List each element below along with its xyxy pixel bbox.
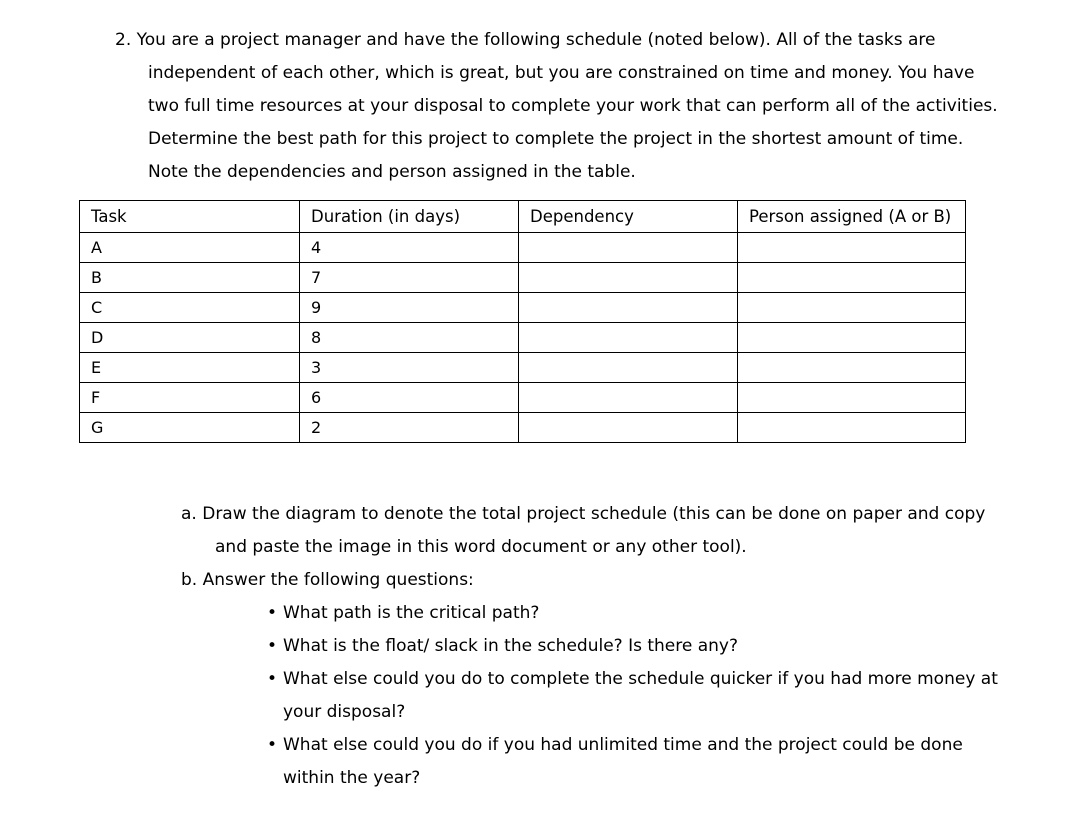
header-dependency: Dependency xyxy=(519,201,738,233)
bullet-icon: • xyxy=(267,735,278,755)
cell-task: D xyxy=(80,323,300,353)
table-row xyxy=(80,353,966,383)
cell-dependency[interactable] xyxy=(519,233,738,263)
list-item xyxy=(181,729,1041,762)
table-row xyxy=(80,293,966,323)
cell-dependency[interactable] xyxy=(519,293,738,323)
bullet-text-continued: your disposal? xyxy=(283,702,406,722)
cell-person[interactable] xyxy=(738,353,966,383)
part-b-text: b. Answer the following questions: xyxy=(181,570,474,590)
question-line: Note the dependencies and person assigned in the table. xyxy=(148,162,636,182)
list-item xyxy=(181,663,1041,696)
table-row xyxy=(80,413,966,443)
cell-person[interactable] xyxy=(738,383,966,413)
cell-task: G xyxy=(80,413,300,443)
question-bullet-list xyxy=(181,597,1041,795)
header-person: Person assigned (A or B) xyxy=(738,201,966,233)
list-item xyxy=(181,597,1041,630)
cell-task: B xyxy=(80,263,300,293)
cell-task: A xyxy=(80,233,300,263)
cell-dependency[interactable] xyxy=(519,263,738,293)
cell-task: C xyxy=(80,293,300,323)
cell-duration: 4 xyxy=(300,233,519,263)
bullet-icon: • xyxy=(267,636,278,656)
question-line: two full time resources at your disposal to complete your work that can perform all of the activities. xyxy=(148,96,998,116)
cell-person[interactable] xyxy=(738,263,966,293)
schedule-table xyxy=(79,200,966,443)
header-task: Task xyxy=(80,201,300,233)
cell-dependency[interactable] xyxy=(519,323,738,353)
cell-duration: 6 xyxy=(300,383,519,413)
cell-duration: 3 xyxy=(300,353,519,383)
header-duration: Duration (in days) xyxy=(300,201,519,233)
part-a-text: a. Draw the diagram to denote the total project schedule (this can be done on paper and copy xyxy=(181,504,986,524)
cell-person[interactable] xyxy=(738,323,966,353)
cell-duration: 9 xyxy=(300,293,519,323)
cell-duration: 2 xyxy=(300,413,519,443)
bullet-text: What else could you do to complete the schedule quicker if you had more money at xyxy=(283,669,998,689)
cell-dependency[interactable] xyxy=(519,383,738,413)
cell-person[interactable] xyxy=(738,293,966,323)
question-intro xyxy=(115,24,998,189)
question-line: independent of each other, which is great, but you are constrained on time and money. You have xyxy=(148,63,975,83)
cell-dependency[interactable] xyxy=(519,413,738,443)
bullet-text-continued: within the year? xyxy=(283,768,421,788)
cell-task: F xyxy=(80,383,300,413)
table-row xyxy=(80,263,966,293)
cell-task: E xyxy=(80,353,300,383)
cell-dependency[interactable] xyxy=(519,353,738,383)
part-a-text: and paste the image in this word document or any other tool). xyxy=(215,537,747,557)
question-line: 2. You are a project manager and have the following schedule (noted below). All of the tasks are xyxy=(115,30,936,50)
bullet-text: What path is the critical path? xyxy=(283,603,540,623)
table-header-row xyxy=(80,201,966,233)
cell-duration: 7 xyxy=(300,263,519,293)
bullet-icon: • xyxy=(267,669,278,689)
cell-person[interactable] xyxy=(738,233,966,263)
cell-duration: 8 xyxy=(300,323,519,353)
bullet-text: What else could you do if you had unlimited time and the project could be done xyxy=(283,735,963,755)
question-line: Determine the best path for this project to complete the project in the shortest amount of time. xyxy=(148,129,964,149)
table-row xyxy=(80,233,966,263)
cell-person[interactable] xyxy=(738,413,966,443)
bullet-icon: • xyxy=(267,603,278,623)
table-row xyxy=(80,323,966,353)
list-item xyxy=(181,630,1041,663)
question-parts xyxy=(181,498,1041,795)
bullet-text: What is the float/ slack in the schedule? Is there any? xyxy=(283,636,739,656)
table-row xyxy=(80,383,966,413)
